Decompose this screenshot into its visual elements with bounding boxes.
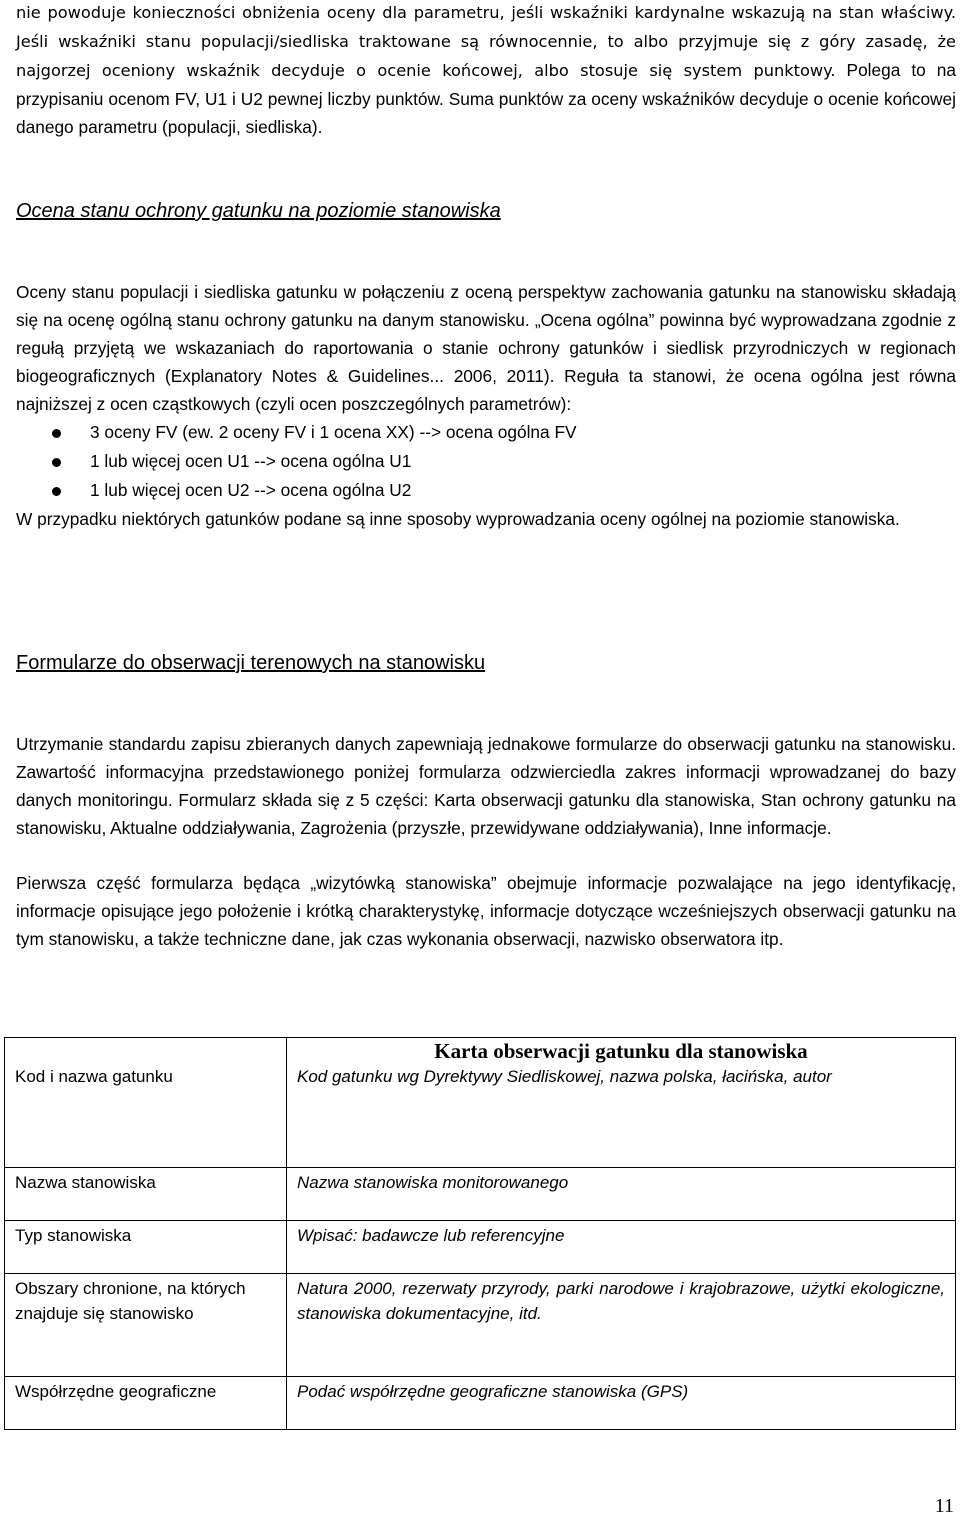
field-value: Kod gatunku wg Dyrektywy Siedliskowej, nazwa polska, łacińska, autor [287, 1064, 956, 1168]
list-item: 1 lub więcej ocen U1 --> ocena ogólna U1 [16, 447, 956, 476]
table-row [5, 1377, 956, 1430]
card-title: Karta obserwacji gatunku dla stanowiska [434, 1039, 808, 1063]
section1-closing: W przypadku niektórych gatunków podane są inne sposoby wyprowadzania oceny ogólnej na poziomie stanowiska. [16, 509, 900, 529]
list-item: 1 lub więcej ocen U2 --> ocena ogólna U2 [16, 476, 956, 505]
field-value: Wpisać: badawcze lub referencyjne [287, 1221, 956, 1274]
field-label: Typ stanowiska [5, 1221, 287, 1274]
list-item: 3 oceny FV (ew. 2 oceny FV i 1 ocena XX) --> ocena ogólna FV [16, 418, 956, 447]
field-label: Kod i nazwa gatunku [5, 1064, 287, 1168]
bullet-icon [52, 487, 61, 496]
observation-card-table [4, 1037, 956, 1430]
card-title-row [5, 1038, 956, 1065]
table-row [5, 1168, 956, 1221]
section2-heading: Formularze do obserwacji terenowych na stanowisku [16, 652, 486, 674]
intro-part2: Polega to na przypisaniu ocenom FV, U1 i U2 pewnej liczby punktów. Suma punktów za oceny wskaźników decyduje o ocenie końcowej danego parametru (populacji, siedliska). [16, 60, 957, 137]
intro-part1: nie powoduje konieczności obniżenia oceny dla parametru, jeśli wskaźniki kardynalne wskazują na stan właściwy. Jeśli wskaźniki stanu populacji/siedliska traktowane są równocennie, to albo przyjmuje się z góry zasadę, że najgorzej oceniony wskaźnik decyduje o ocenie końcowej, albo stosuje się system punktowy. [16, 3, 956, 80]
table-row [5, 1064, 956, 1168]
table-row [5, 1274, 956, 1377]
section1-paragraph: Oceny stanu populacji i siedliska gatunku w połączeniu z oceną perspektyw zachowania gatunku na stanowisku składają się na ocenę ogólną stanu ochrony gatunku na danym stanowisku. „Ocena ogólna” powinna być wyprowadzana zgodnie z regułą przyjętą we wskazaniach do raportowania o stanie ochrony gatunków i siedlisk przyrodniczych w regionach biogeograficznych (Explanatory Notes & Guidelines... 2006, 2011). Reguła ta stanowi, że ocena ogólna jest równa najniższej z ocen cząstkowych (czyli ocen poszczególnych parametrów): [16, 282, 956, 414]
field-value: Natura 2000, rezerwaty przyrody, parki narodowe i krajobrazowe, użytki ekologiczne, stanowiska dokumentacyjne, itd. [287, 1274, 956, 1377]
section2-paragraph1: Utrzymanie standardu zapisu zbieranych danych zapewniają jednakowe formularze do obserwacji gatunku na stanowisku. Zawartość informacyjna przedstawionego poniżej formularza odzwierciedla zakres informacji wprowadzanej do bazy danych monitoringu. Formularz składa się z 5 części: Karta obserwacji gatunku dla stanowiska, Stan ochrony gatunku na stanowisku, Aktualne oddziaływania, Zagrożenia (przyszłe, przewidywane oddziaływania), Inne informacje. [16, 734, 956, 838]
section1-heading: Ocena stanu ochrony gatunku na poziomie stanowiska [16, 200, 501, 222]
section1-body [16, 278, 956, 533]
field-value: Nazwa stanowiska monitorowanego [287, 1168, 956, 1221]
bullet-icon [52, 458, 61, 467]
table-row [5, 1221, 956, 1274]
page-number: 11 [934, 1495, 954, 1517]
bullet-icon [52, 429, 61, 438]
rule-list [16, 418, 956, 505]
field-label: Nazwa stanowiska [5, 1168, 287, 1221]
field-label: Współrzędne geograficzne [5, 1377, 287, 1430]
section2-body [16, 730, 956, 953]
intro-paragraph [16, 0, 956, 141]
field-value: Podać współrzędne geograficzne stanowiska (GPS) [287, 1377, 956, 1430]
section2-paragraph2: Pierwsza część formularza będąca „wizytówką stanowiska” obejmuje informacje pozwalające na jego identyfikację, informacje opisujące jego położenie i krótką charakterystykę, informacje dotyczące wcześniejszych obserwacji gatunku na tym stanowisku, a także techniczne dane, jak czas wykonania obserwacji, nazwisko obserwatora itp. [16, 873, 956, 949]
field-label: Obszary chronione, na których znajduje się stanowisko [5, 1274, 287, 1377]
